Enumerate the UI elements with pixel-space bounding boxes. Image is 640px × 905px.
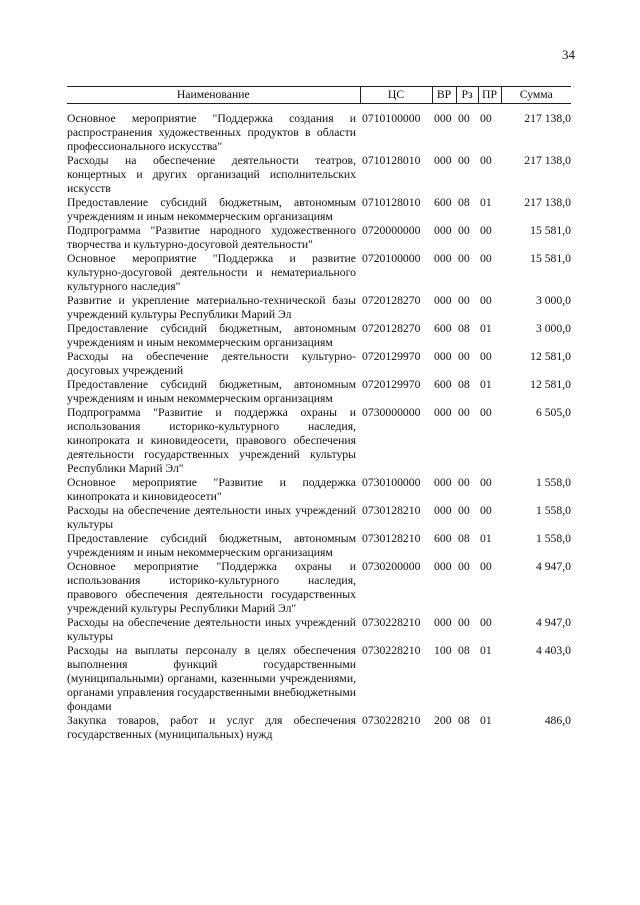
cell-name: Предоставление субсидий бюджетным, автономным учреждениям и иным некоммерческим организациям bbox=[67, 532, 356, 559]
cell-cs: 0730200000 bbox=[362, 560, 421, 573]
cell-name: Расходы на обеспечение деятельности иных учреждений культуры bbox=[67, 504, 356, 531]
cell-cs: 0730228210 bbox=[362, 616, 421, 629]
table-row bbox=[67, 224, 571, 252]
cell-pr: 00 bbox=[480, 252, 492, 265]
table-row bbox=[67, 714, 571, 742]
cell-pr: 00 bbox=[480, 224, 492, 237]
cell-name: Закупка товаров, работ и услуг для обеспечения государственных (муниципальных) нужд bbox=[67, 714, 356, 741]
cell-sum: 6 505,0 bbox=[535, 406, 571, 419]
cell-rz: 08 bbox=[458, 378, 470, 391]
cell-pr: 00 bbox=[480, 294, 492, 307]
cell-sum: 217 138,0 bbox=[524, 196, 571, 209]
table-row bbox=[67, 294, 571, 322]
table-row bbox=[67, 406, 571, 476]
cell-cs: 0730228210 bbox=[362, 644, 421, 657]
cell-cs: 0720129970 bbox=[362, 350, 421, 363]
cell-vr: 000 bbox=[434, 154, 452, 167]
cell-sum: 3 000,0 bbox=[535, 322, 571, 335]
cell-cs: 0710100000 bbox=[362, 112, 421, 125]
cell-vr: 000 bbox=[434, 616, 452, 629]
cell-sum: 1 558,0 bbox=[535, 532, 571, 545]
cell-vr: 000 bbox=[434, 560, 452, 573]
cell-name: Расходы на выплаты персоналу в целях обеспечения выполнения функций государственными (муниципальными) органами, казенными учреждениями, органами управления государственными внебюджетными фондами bbox=[67, 644, 356, 713]
cell-rz: 08 bbox=[458, 532, 470, 545]
cell-vr: 000 bbox=[434, 252, 452, 265]
cell-cs: 0730128210 bbox=[362, 532, 421, 545]
cell-name: Предоставление субсидий бюджетным, автономным учреждениям и иным некоммерческим организациям bbox=[67, 196, 356, 223]
table-row bbox=[67, 532, 571, 560]
cell-rz: 00 bbox=[458, 112, 470, 125]
table-row bbox=[67, 350, 571, 378]
cell-sum: 4 947,0 bbox=[535, 560, 571, 573]
cell-pr: 01 bbox=[480, 378, 492, 391]
cell-sum: 15 581,0 bbox=[530, 252, 571, 265]
cell-rz: 00 bbox=[458, 476, 470, 489]
header-name: Наименование bbox=[67, 87, 360, 104]
cell-pr: 00 bbox=[480, 406, 492, 419]
cell-rz: 08 bbox=[458, 714, 470, 727]
cell-vr: 000 bbox=[434, 294, 452, 307]
table-row bbox=[67, 378, 571, 406]
cell-rz: 08 bbox=[458, 322, 470, 335]
cell-vr: 000 bbox=[434, 350, 452, 363]
cell-rz: 08 bbox=[458, 196, 470, 209]
cell-vr: 600 bbox=[434, 322, 452, 335]
cell-cs: 0710128010 bbox=[362, 196, 421, 209]
cell-sum: 217 138,0 bbox=[524, 154, 571, 167]
cell-name: Подпрограмма "Развитие народного художественного творчества и культурно-досуговой деятельности" bbox=[67, 224, 356, 251]
cell-rz: 00 bbox=[458, 350, 470, 363]
cell-pr: 00 bbox=[480, 616, 492, 629]
cell-rz: 00 bbox=[458, 616, 470, 629]
table-row bbox=[67, 504, 571, 532]
cell-vr: 000 bbox=[434, 504, 452, 517]
table-row bbox=[67, 322, 571, 350]
cell-pr: 00 bbox=[480, 112, 492, 125]
cell-vr: 200 bbox=[434, 714, 452, 727]
cell-pr: 01 bbox=[480, 532, 492, 545]
cell-name: Подпрограмма "Развитие и поддержка охраны и использования историко-культурного наследия, кинопроката и киновидеосети, правового обеспечения деятельности государственных учреждений культуры Республики Марий Эл" bbox=[67, 406, 356, 475]
cell-name: Расходы на обеспечение деятельности культурно-досуговых учреждений bbox=[67, 350, 356, 377]
cell-cs: 0730228210 bbox=[362, 714, 421, 727]
cell-sum: 4 403,0 bbox=[535, 644, 571, 657]
header-vr: ВР bbox=[432, 87, 456, 104]
cell-sum: 12 581,0 bbox=[530, 350, 571, 363]
cell-sum: 486,0 bbox=[544, 714, 571, 727]
header-sum: Сумма bbox=[501, 87, 571, 104]
cell-pr: 00 bbox=[480, 560, 492, 573]
cell-vr: 600 bbox=[434, 378, 452, 391]
cell-rz: 00 bbox=[458, 406, 470, 419]
table-row bbox=[67, 252, 571, 294]
cell-name: Основное мероприятие "Развитие и поддержка кинопроката и киновидеосети" bbox=[67, 476, 356, 503]
cell-vr: 000 bbox=[434, 112, 452, 125]
cell-vr: 600 bbox=[434, 196, 452, 209]
cell-pr: 00 bbox=[480, 154, 492, 167]
cell-sum: 15 581,0 bbox=[530, 224, 571, 237]
cell-cs: 0720129970 bbox=[362, 378, 421, 391]
cell-pr: 01 bbox=[480, 714, 492, 727]
cell-pr: 01 bbox=[480, 322, 492, 335]
cell-sum: 3 000,0 bbox=[535, 294, 571, 307]
cell-pr: 00 bbox=[480, 476, 492, 489]
cell-vr: 600 bbox=[434, 532, 452, 545]
cell-vr: 100 bbox=[434, 644, 452, 657]
cell-cs: 0720100000 bbox=[362, 252, 421, 265]
cell-pr: 00 bbox=[480, 350, 492, 363]
cell-name: Расходы на обеспечение деятельности театров, концертных и других организаций исполнительских искусств bbox=[67, 154, 356, 195]
cell-cs: 0730000000 bbox=[362, 406, 421, 419]
table-row bbox=[67, 154, 571, 196]
cell-sum: 4 947,0 bbox=[535, 616, 571, 629]
cell-name: Предоставление субсидий бюджетным, автономным учреждениям и иным некоммерческим организациям bbox=[67, 322, 356, 349]
cell-name: Основное мероприятие "Поддержка охраны и использования историко-культурного наследия, правового обеспечения деятельности государственных учреждений культуры Республики Марий Эл" bbox=[67, 560, 356, 615]
cell-cs: 0730128210 bbox=[362, 504, 421, 517]
cell-sum: 12 581,0 bbox=[530, 378, 571, 391]
cell-cs: 0710128010 bbox=[362, 154, 421, 167]
header-pr: ПР bbox=[478, 87, 501, 104]
table-row bbox=[67, 560, 571, 616]
cell-name: Основное мероприятие "Поддержка и развитие культурно-досуговой деятельности и нематериального культурного наследия" bbox=[67, 252, 356, 293]
cell-cs: 0720000000 bbox=[362, 224, 421, 237]
cell-rz: 00 bbox=[458, 224, 470, 237]
cell-pr: 01 bbox=[480, 644, 492, 657]
cell-cs: 0730100000 bbox=[362, 476, 421, 489]
header-cs: ЦС bbox=[360, 87, 432, 104]
cell-rz: 00 bbox=[458, 252, 470, 265]
table-row bbox=[67, 476, 571, 504]
cell-sum: 217 138,0 bbox=[524, 112, 571, 125]
cell-sum: 1 558,0 bbox=[535, 476, 571, 489]
cell-cs: 0720128270 bbox=[362, 294, 421, 307]
cell-name: Расходы на обеспечение деятельности иных учреждений культуры bbox=[67, 616, 356, 643]
cell-vr: 000 bbox=[434, 476, 452, 489]
table-body bbox=[67, 104, 571, 743]
budget-table bbox=[67, 86, 571, 742]
table-row bbox=[67, 644, 571, 714]
table-row bbox=[67, 616, 571, 644]
cell-rz: 00 bbox=[458, 294, 470, 307]
cell-name: Развитие и укрепление материально-технической базы учреждений культуры Республики Марий Эл bbox=[67, 294, 356, 321]
cell-rz: 00 bbox=[458, 154, 470, 167]
cell-pr: 01 bbox=[480, 196, 492, 209]
cell-name: Основное мероприятие "Поддержка создания и распространения художественных продуктов в области профессионального искусства" bbox=[67, 112, 356, 153]
cell-pr: 00 bbox=[480, 504, 492, 517]
cell-rz: 00 bbox=[458, 504, 470, 517]
table-row bbox=[67, 104, 571, 155]
cell-sum: 1 558,0 bbox=[535, 504, 571, 517]
cell-rz: 08 bbox=[458, 644, 470, 657]
table-header bbox=[67, 87, 571, 104]
cell-name: Предоставление субсидий бюджетным, автономным учреждениям и иным некоммерческим организациям bbox=[67, 378, 356, 405]
cell-vr: 000 bbox=[434, 224, 452, 237]
cell-cs: 0720128270 bbox=[362, 322, 421, 335]
page-number: 34 bbox=[562, 47, 575, 62]
cell-rz: 00 bbox=[458, 560, 470, 573]
cell-vr: 000 bbox=[434, 406, 452, 419]
header-rz: Рз bbox=[456, 87, 478, 104]
table-row bbox=[67, 196, 571, 224]
